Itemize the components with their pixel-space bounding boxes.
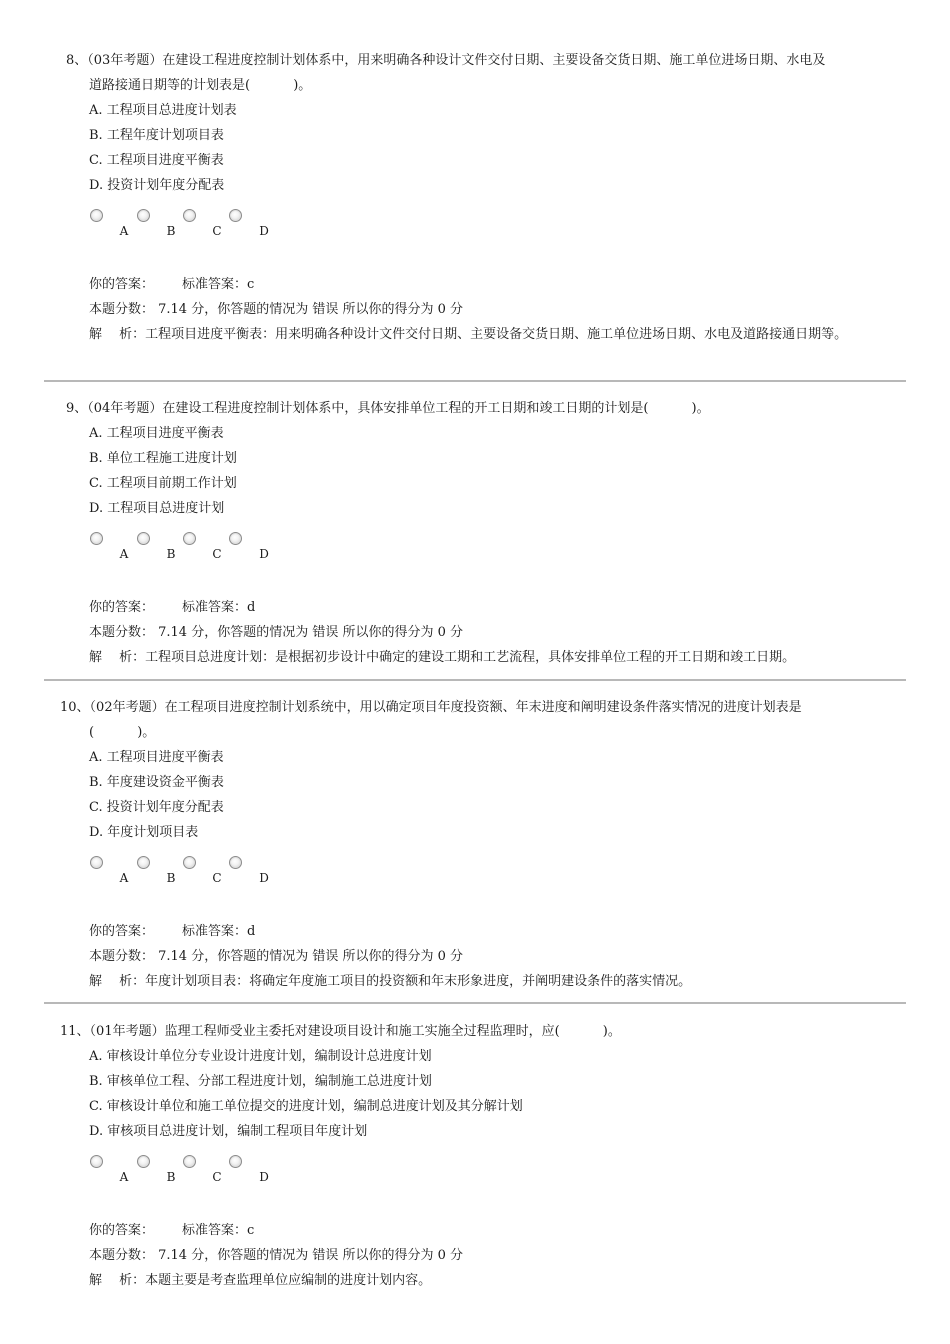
analysis-text: 年度计划项目表：将确定年度施工项目的投资额和年末形象进度，并阐明建设条件的落实情况。 xyxy=(145,974,692,989)
answer-radio-group xyxy=(89,856,289,896)
question-number: 8、 xyxy=(66,53,88,68)
radio-b[interactable] xyxy=(137,856,150,869)
option-a: A. 工程项目进度平衡表 xyxy=(89,750,224,765)
option-d: D. 审核项目总进度计划，编制工程项目年度计划 xyxy=(89,1124,368,1139)
standard-answer: d xyxy=(247,924,256,939)
standard-answer: c xyxy=(247,277,255,292)
standard-answer-label: 标准答案： xyxy=(182,1223,248,1238)
question-number: 11、 xyxy=(60,1024,90,1039)
radio-d[interactable] xyxy=(229,209,242,222)
radio-label-b: B xyxy=(166,224,176,238)
standard-answer: d xyxy=(247,600,256,615)
analysis-label: 解 析： xyxy=(89,327,146,342)
answer-radio-group xyxy=(89,532,289,572)
your-answer-label: 你的答案： xyxy=(89,1223,155,1238)
option-b: B. 审核单位工程、分部工程进度计划，编制施工总进度计划 xyxy=(89,1074,432,1089)
question-text: （04年考题）在建设工程进度控制计划体系中，具体安排单位工程的开工日期和竣工日期的计划是( )。 xyxy=(87,401,710,416)
analysis xyxy=(89,645,795,670)
radio-a[interactable] xyxy=(90,1155,103,1168)
radio-label-d: D xyxy=(259,1170,269,1184)
question-text-cont: ( )。 xyxy=(89,725,156,740)
radio-label-c: C xyxy=(212,871,222,885)
radio-label-b: B xyxy=(166,871,176,885)
option-a: A. 审核设计单位分专业设计进度计划，编制设计总进度计划 xyxy=(89,1049,432,1064)
analysis-text: 工程项目总进度计划：是根据初步设计中确定的建设工期和工艺流程，具体安排单位工程的开工日期和竣工日期。 xyxy=(145,650,796,665)
score-line: 本题分数： 7.14 分，你答题的情况为 错误 所以你的得分为 0 分 xyxy=(89,625,464,640)
radio-label-a: A xyxy=(119,1170,129,1184)
your-answer-label: 你的答案： xyxy=(89,924,155,939)
question-text: （01年考题）监理工程师受业主委托对建设项目设计和施工实施全过程监理时，应( )。 xyxy=(89,1024,621,1039)
standard-answer: c xyxy=(247,1223,255,1238)
option-a: A. 工程项目总进度计划表 xyxy=(89,103,237,118)
option-c: C. 工程项目进度平衡表 xyxy=(89,153,224,168)
radio-d[interactable] xyxy=(229,1155,242,1168)
analysis-text: 工程项目进度平衡表：用来明确各种设计文件交付日期、主要设备交货日期、施工单位进场日期、水电及道路接通日期 xyxy=(145,327,822,342)
question-stem xyxy=(66,396,908,421)
radio-c[interactable] xyxy=(183,856,196,869)
answer-line xyxy=(89,272,254,297)
option-c: C. 投资计划年度分配表 xyxy=(89,800,224,815)
option-d: D. 投资计划年度分配表 xyxy=(89,178,225,193)
radio-c[interactable] xyxy=(183,1155,196,1168)
standard-answer-label: 标准答案： xyxy=(182,277,248,292)
question-number: 9、 xyxy=(66,401,88,416)
radio-a[interactable] xyxy=(90,856,103,869)
analysis xyxy=(89,322,907,347)
standard-answer-label: 标准答案： xyxy=(182,924,248,939)
radio-label-d: D xyxy=(259,871,269,885)
radio-c[interactable] xyxy=(183,532,196,545)
option-c: C. 审核设计单位和施工单位提交的进度计划，编制总进度计划及其分解计划 xyxy=(89,1099,523,1114)
radio-a[interactable] xyxy=(90,209,103,222)
radio-label-d: D xyxy=(259,547,269,561)
answer-line xyxy=(89,595,255,620)
score-line: 本题分数： 7.14 分，你答题的情况为 错误 所以你的得分为 0 分 xyxy=(89,1248,464,1263)
radio-label-c: C xyxy=(212,224,222,238)
option-b: B. 单位工程施工进度计划 xyxy=(89,451,237,466)
question-divider xyxy=(44,380,906,382)
analysis-text: 本题主要是考查监理单位应编制的进度计划内容。 xyxy=(145,1273,432,1288)
score-line: 本题分数： 7.14 分，你答题的情况为 错误 所以你的得分为 0 分 xyxy=(89,302,464,317)
question-text-cont: 道路接通日期等的计划表是( )。 xyxy=(89,78,312,93)
radio-label-c: C xyxy=(212,1170,222,1184)
question-stem xyxy=(60,695,910,745)
radio-b[interactable] xyxy=(137,532,150,545)
question-text: （03年考题）在建设工程进度控制计划体系中，用来明确各种设计文件交付日期、主要设备交货日期、施工单位进场日期、水电及 xyxy=(87,53,826,68)
standard-answer-label: 标准答案： xyxy=(182,600,248,615)
radio-b[interactable] xyxy=(137,209,150,222)
radio-label-c: C xyxy=(212,547,222,561)
radio-c[interactable] xyxy=(183,209,196,222)
radio-label-a: A xyxy=(119,547,129,561)
radio-label-b: B xyxy=(166,1170,176,1184)
answer-line xyxy=(89,1218,254,1243)
your-answer-label: 你的答案： xyxy=(89,277,155,292)
analysis-text-cont: 等。 xyxy=(821,327,848,342)
analysis-label: 解 析： xyxy=(89,1273,146,1288)
analysis xyxy=(89,969,691,994)
option-d: D. 年度计划项目表 xyxy=(89,825,199,840)
question-divider xyxy=(44,1002,906,1004)
option-b: B. 年度建设资金平衡表 xyxy=(89,775,224,790)
question-number: 10、 xyxy=(60,700,90,715)
radio-label-a: A xyxy=(119,871,129,885)
option-b: B. 工程年度计划项目表 xyxy=(89,128,224,143)
radio-label-b: B xyxy=(166,547,176,561)
your-answer-label: 你的答案： xyxy=(89,600,155,615)
answer-radio-group xyxy=(89,209,289,249)
question-divider xyxy=(44,679,906,681)
analysis-label: 解 析： xyxy=(89,650,146,665)
radio-label-a: A xyxy=(119,224,129,238)
radio-d[interactable] xyxy=(229,856,242,869)
radio-label-d: D xyxy=(259,224,269,238)
answer-line xyxy=(89,919,255,944)
radio-b[interactable] xyxy=(137,1155,150,1168)
analysis xyxy=(89,1268,431,1293)
option-c: C. 工程项目前期工作计划 xyxy=(89,476,237,491)
radio-a[interactable] xyxy=(90,532,103,545)
question-text: （02年考题）在工程项目进度控制计划系统中，用以确定项目年度投资额、年末进度和阐明建设条件落实情况的进度计划表是 xyxy=(89,700,802,715)
option-d: D. 工程项目总进度计划 xyxy=(89,501,225,516)
analysis-label: 解 析： xyxy=(89,974,146,989)
option-a: A. 工程项目进度平衡表 xyxy=(89,426,224,441)
radio-d[interactable] xyxy=(229,532,242,545)
score-line: 本题分数： 7.14 分，你答题的情况为 错误 所以你的得分为 0 分 xyxy=(89,949,464,964)
answer-radio-group xyxy=(89,1155,289,1195)
question-stem xyxy=(60,1019,910,1044)
question-stem xyxy=(66,48,908,98)
